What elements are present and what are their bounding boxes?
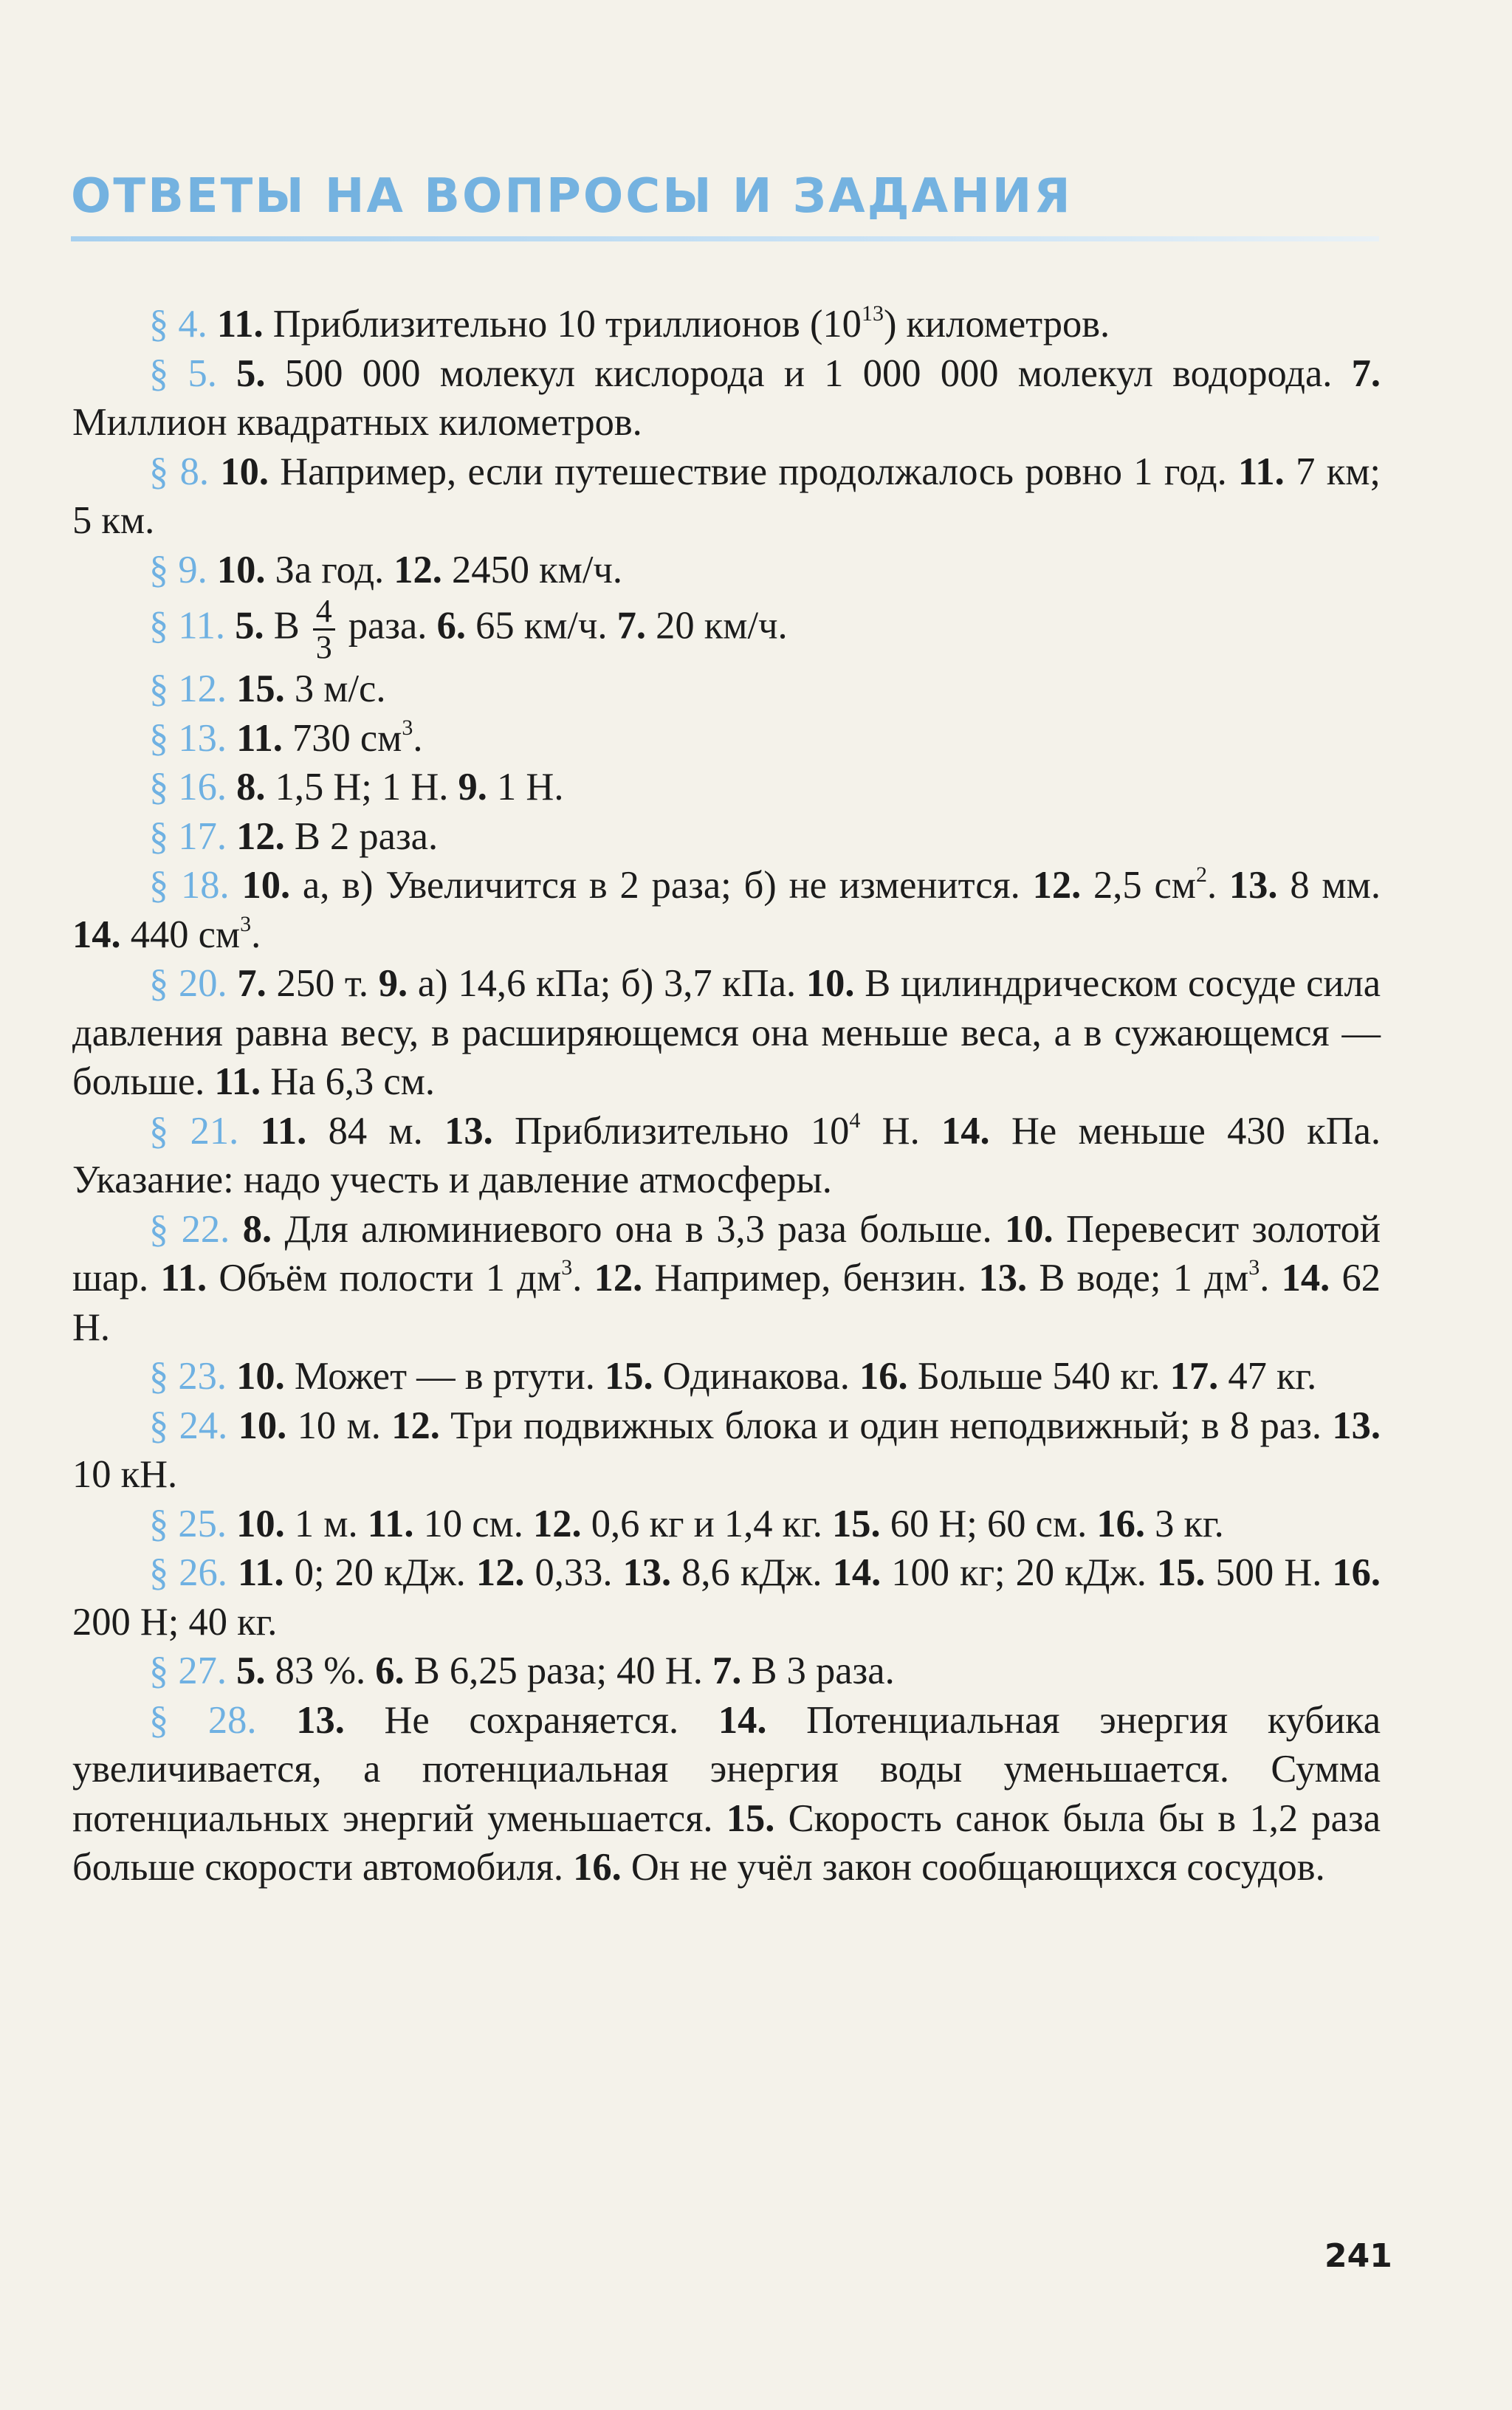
section-ref: § 28. [149,1698,257,1742]
answer-text: а) 14,6 кПа; б) 3,7 кПа. [408,962,806,1005]
answer-text: Приблизительно 10 [492,1109,850,1153]
section-ref: § 26. [149,1551,227,1594]
answer-text: Больше 540 кг. [907,1355,1170,1398]
answer-text [238,1110,260,1153]
task-number: 11. [214,1060,261,1103]
answer-paragraph [72,861,1381,959]
answer-text: 20 км/ч. [646,604,788,648]
answer-paragraph [72,763,1381,812]
answer-text: 500 000 молекул кислорода и 1 000 000 молекул водорода. [265,351,1352,395]
task-number: 12. [475,1551,525,1594]
task-number: 7. [712,1649,742,1692]
task-number: 11. [216,303,264,346]
answer-text [225,605,235,648]
answer-paragraph [72,546,1381,595]
header-rule [71,236,1379,241]
answer-text: 1,5 Н; 1 Н. [265,766,458,809]
answer-text: 10 м. [286,1404,392,1447]
answer-text: Он не учёл закон сообщающихся сосудов. [621,1846,1325,1889]
answer-text: Не сохраняется. [344,1698,718,1742]
answer-text: Может — в ртути. [284,1355,605,1398]
answer-text [209,450,220,493]
answer-text: 7 км; 5 км. [72,450,1381,542]
answer-paragraph [72,1548,1381,1647]
answer-text [230,864,242,907]
answer-text: 200 Н; 40 кг. [72,1600,278,1644]
answer-paragraph [72,959,1381,1107]
answer-paragraph [72,812,1381,862]
answer-text: В 3 раза. [741,1649,895,1692]
section-ref: § 8. [149,450,209,493]
superscript: 13 [861,301,884,326]
section-ref: § 17. [149,814,227,858]
answer-text [227,766,236,809]
superscript: 3 [1248,1255,1260,1280]
task-number: 13. [978,1257,1028,1300]
answer-paragraph [72,594,1381,665]
answer-text: За год. [265,548,394,591]
answer-text: 60 Н; 60 см. [880,1502,1097,1545]
answer-text: 3 м/с. [284,667,386,710]
task-number: 10. [805,962,855,1005]
answer-text: 0,6 кг и 1,4 кг. [581,1502,833,1545]
section-ref: § 22. [149,1207,230,1251]
answer-text: В цилиндрическом сосуде сила давления равна весу, в расширяющемся она меньше веса, а в сужающемся — больше. [72,962,1381,1103]
answer-text: 1 Н. [487,766,564,809]
section-ref: § 25. [149,1502,227,1545]
answer-text: 100 кг; 20 кДж. [881,1551,1157,1594]
task-number: 11. [367,1502,414,1545]
task-number: 15. [726,1796,775,1840]
task-number: 5. [236,1649,266,1692]
answer-text [227,667,236,710]
answer-text: 250 т. [266,962,379,1005]
answer-text [227,962,238,1005]
answer-paragraph [72,1401,1381,1500]
answer-text: В 6,25 раза; 40 Н. [404,1649,712,1692]
task-number: 10. [236,1355,285,1398]
task-number: 10. [238,1404,287,1447]
task-number: 14. [1281,1257,1330,1300]
section-ref: § 23. [149,1355,227,1398]
answer-text: а, в) Увеличится в 2 раза; б) не изменится. [290,864,1033,907]
task-number: 13. [1332,1404,1381,1447]
task-number: 11. [260,1109,307,1153]
answer-text: 2,5 см [1081,864,1196,907]
task-number: 10. [241,864,291,907]
task-number: 12. [394,548,442,591]
section-ref: § 12. [149,667,227,710]
page-number: 241 [1324,2237,1392,2275]
task-number: 15. [605,1355,653,1398]
answer-text: 84 м. [306,1109,445,1153]
answer-paragraph [72,1205,1381,1353]
answer-text: 2450 км/ч. [441,548,623,591]
answer-text: В 2 раза. [284,814,439,858]
task-number: 12. [236,814,285,858]
task-number: 6. [375,1649,405,1692]
task-number: 10. [1004,1207,1054,1251]
section-ref: § 24. [149,1404,228,1447]
page-title: ОТВЕТЫ НА ВОПРОСЫ И ЗАДАНИЯ [71,169,1073,224]
answer-text: Например, бензин. [642,1257,979,1300]
answer-text: 10 см. [413,1502,533,1545]
task-number: 12. [594,1257,643,1300]
answer-text: 0; 20 кДж. [284,1551,476,1594]
answer-text: 1 м. [284,1502,368,1545]
answer-text: Потенциальная энергия кубика увеличивается, а потенциальная энергия воды уменьшается. Сумма потенциальных энергий уменьшается. [72,1698,1381,1840]
answer-paragraph [72,1500,1381,1549]
answer-text [227,717,236,760]
section-header [71,167,1379,241]
task-number: 16. [1332,1551,1381,1594]
answer-text [207,303,217,346]
answer-paragraph [72,447,1381,546]
answer-text: Для алюминиевого она в 3,3 раза больше. [272,1207,1005,1251]
section-ref: § 9. [149,548,207,591]
answer-text: . [1260,1257,1282,1300]
section-ref: § 18. [149,864,230,907]
superscript: 4 [849,1108,861,1133]
task-number: 11. [1238,450,1285,493]
task-number: 13. [1228,864,1278,907]
answer-paragraph [72,714,1381,763]
task-number: 10. [216,548,266,591]
answer-text [227,1355,236,1398]
task-number: 14. [832,1551,882,1594]
section-ref: § 4. [149,303,207,346]
task-number: 7. [237,962,267,1005]
answer-text: 65 км/ч. [465,604,617,648]
task-number: 7. [616,604,647,648]
task-number: 11. [237,1551,284,1594]
answer-text: 500 Н. [1205,1551,1333,1594]
answer-text: раза. [348,604,437,648]
answers-body [72,300,1381,1892]
answer-text [227,815,236,858]
answer-text: 47 кг. [1218,1355,1317,1398]
task-number: 11. [160,1257,207,1300]
task-number: 17. [1169,1355,1219,1398]
answer-text: Не меньше 430 кПа. Указание: надо учесть и давление атмосферы. [72,1109,1381,1201]
section-ref: § 13. [149,716,227,760]
section-ref: § 11. [149,604,226,648]
answer-text: 62 Н. [72,1257,1381,1349]
section-ref: § 27. [149,1649,227,1692]
answer-text [230,1208,242,1251]
answer-paragraph [72,1107,1381,1205]
answer-text: 0,33. [524,1551,623,1594]
answer-paragraph [72,300,1381,349]
task-number: 16. [859,1355,908,1398]
fraction-denominator: 3 [315,629,332,665]
answer-text: 8 мм. [1277,864,1381,907]
task-number: 15. [1156,1551,1206,1594]
answer-text: Скорость санок была бы в 1,2 раза больше скорости автомобиля. [72,1796,1381,1889]
task-number: 6. [436,604,466,648]
superscript: 3 [240,911,252,936]
answer-text [227,1503,236,1545]
section-ref: § 5. [149,351,217,395]
answer-text: 3 кг. [1145,1502,1224,1545]
answer-text: Три подвижных блока и один неподвижный; в 8 раз. [439,1404,1333,1447]
section-ref: § 20. [149,962,227,1005]
answer-text [227,1551,238,1594]
answer-paragraph [72,349,1381,447]
answer-text: . [1206,864,1229,907]
answer-paragraph [72,665,1381,714]
task-number: 7. [1351,351,1381,395]
answer-text: . [413,716,423,760]
superscript: 2 [1195,862,1207,887]
answer-text: Миллион квадратных километров. [72,401,642,444]
answer-text: 83 %. [265,1649,376,1692]
task-number: 11. [236,716,283,760]
answer-text: На 6,3 см. [261,1060,435,1103]
task-number: 9. [458,766,487,809]
answer-text: В [264,604,300,648]
answer-text: . [572,1257,594,1300]
task-number: 9. [378,962,408,1005]
answer-text: . [251,913,261,956]
task-number: 16. [573,1846,622,1889]
answer-text: 10 кН. [72,1453,178,1496]
answer-text [207,549,217,591]
task-number: 13. [444,1109,493,1153]
task-number: 15. [236,667,285,710]
task-number: 12. [391,1404,440,1447]
task-number: 14. [718,1698,767,1742]
task-number: 8. [236,766,266,809]
answer-text: 440 см [120,913,241,956]
section-ref: § 21. [149,1109,239,1153]
answer-text: В воде; 1 дм [1027,1257,1249,1300]
superscript: 3 [561,1255,573,1280]
task-number: 12. [533,1502,582,1545]
answer-text [227,1649,236,1692]
task-number: 5. [235,604,264,648]
task-number: 14. [72,913,121,956]
task-number: 16. [1096,1502,1146,1545]
task-number: 5. [236,351,266,395]
section-ref: § 16. [149,766,227,809]
answer-paragraph [72,1647,1381,1696]
task-number: 12. [1032,864,1082,907]
answer-text: 8,6 кДж. [671,1551,833,1594]
task-number: 13. [296,1698,345,1742]
answer-text: Объём полости 1 дм [207,1257,562,1300]
task-number: 10. [236,1502,285,1545]
answer-text: Перевесит золотой шар. [72,1207,1381,1300]
answer-text: Приблизительно 10 триллионов (10 [263,303,862,346]
task-number: 14. [941,1109,990,1153]
superscript: 3 [402,715,413,740]
answer-text [227,1404,238,1447]
task-number: 15. [832,1502,881,1545]
answer-text: Н. [860,1109,942,1153]
answer-paragraph [72,1696,1381,1892]
answer-text: ) километров. [883,303,1110,346]
task-number: 13. [622,1551,672,1594]
answer-text: Например, если путешествие продолжалось ровно 1 год. [268,450,1239,493]
fraction [313,594,335,665]
task-number: 8. [242,1207,272,1251]
answer-paragraph [72,1352,1381,1401]
task-number: 10. [220,450,269,493]
answer-text: Одинакова. [653,1355,859,1398]
fraction-numerator: 4 [313,594,335,631]
answer-text: 730 см [282,716,402,760]
answer-text [257,1699,297,1742]
answer-text [217,352,236,395]
